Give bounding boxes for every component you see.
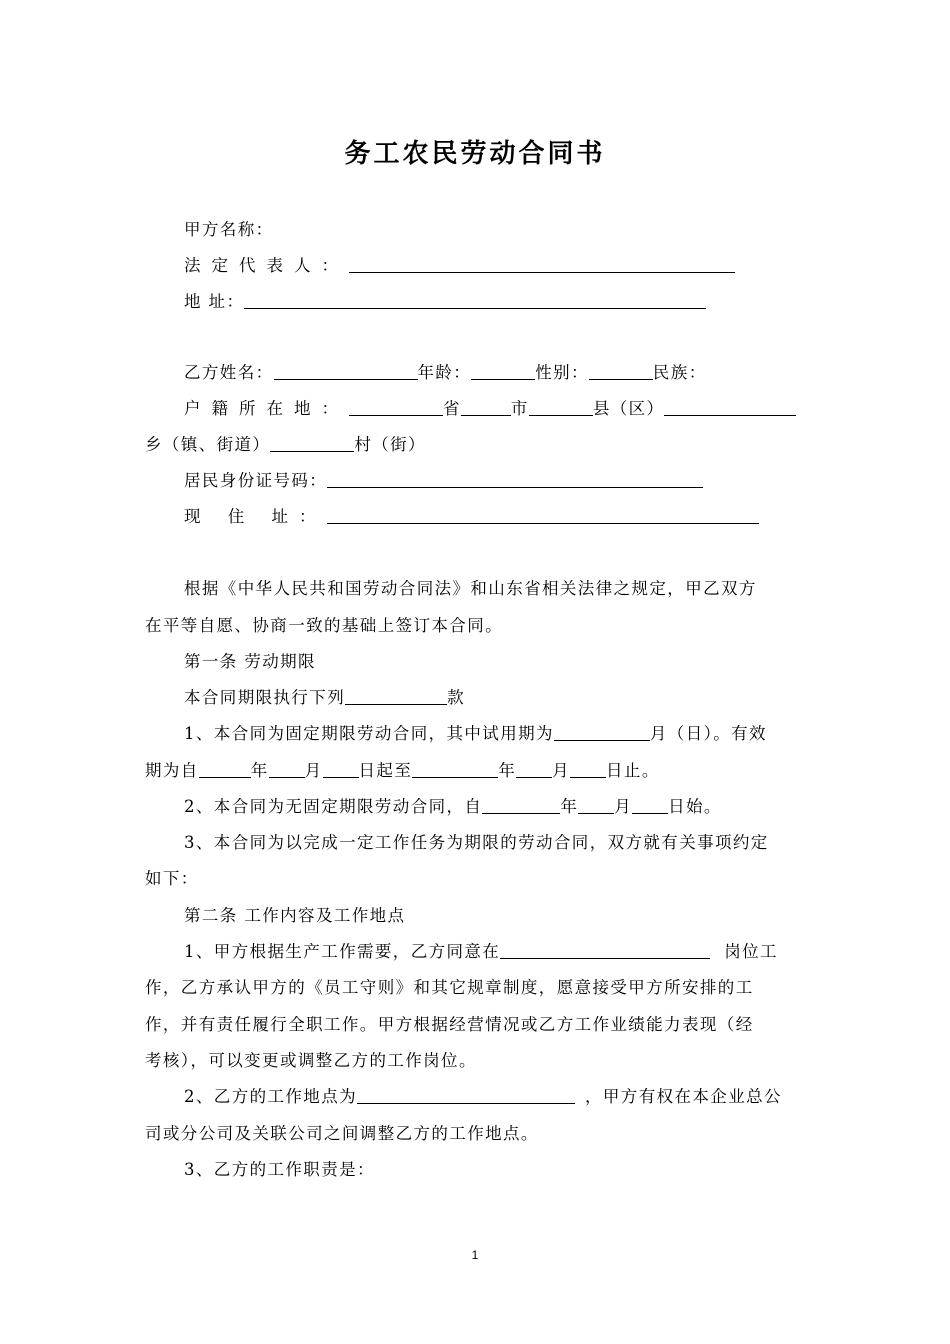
a2-item2-text: 2、乙方的工作地点为 xyxy=(184,1087,357,1106)
hukou-label: 户籍所在地： xyxy=(184,399,349,418)
article-2-item-1-line-4: 考核），可以变更或调整乙方的工作岗位。 xyxy=(145,1051,477,1070)
party-a-address-blank[interactable] xyxy=(244,290,706,309)
day-from-label: 日起至 xyxy=(358,761,413,780)
article-1-item-1 xyxy=(184,722,767,746)
party-b-name-blank[interactable] xyxy=(274,361,418,380)
province-blank[interactable] xyxy=(349,397,443,416)
article-1-item-3-cont: 如下： xyxy=(145,869,199,888)
legal-rep-label: 法定代表人： xyxy=(184,256,349,275)
start-day-blank[interactable] xyxy=(323,759,359,778)
start-month-blank[interactable] xyxy=(269,759,305,778)
province-label: 省 xyxy=(443,399,461,418)
village-blank[interactable] xyxy=(270,433,354,452)
city-label: 市 xyxy=(510,399,529,418)
year-label: 年 xyxy=(498,761,517,780)
intro-line-1: 根据《中华人民共和国劳动合同法》和山东省相关法律之规定，甲乙双方 xyxy=(184,579,757,598)
township-label: 乡（镇、街道） xyxy=(145,435,271,454)
party-a-rep-line xyxy=(184,254,735,278)
party-a-name-line xyxy=(184,218,274,242)
open-start-day-blank[interactable] xyxy=(632,795,668,814)
a2-item2-suffix: ，甲方有权在本企业总公 xyxy=(585,1087,782,1106)
month-label: 月 xyxy=(304,761,323,780)
article-1-item-3: 3、本合同为以完成一定工作任务为期限的劳动合同，双方就有关事项约定 xyxy=(184,833,769,852)
township-blank[interactable] xyxy=(664,397,796,416)
county-label: 县（区） xyxy=(592,399,665,418)
year-label: 年 xyxy=(560,797,579,816)
age-blank[interactable] xyxy=(471,361,535,380)
gender-blank[interactable] xyxy=(589,361,653,380)
party-a-address-line xyxy=(184,290,706,314)
position-blank[interactable] xyxy=(500,940,710,959)
open-start-month-blank[interactable] xyxy=(578,795,614,814)
start-year-blank[interactable] xyxy=(199,759,251,778)
id-number-label: 居民身份证号码： xyxy=(184,471,328,490)
document-title: 务工农民劳动合同书 xyxy=(344,139,606,169)
probation-blank[interactable] xyxy=(554,722,650,741)
exec-text: 本合同期限执行下列 xyxy=(184,688,346,707)
article-2-item-2 xyxy=(184,1085,782,1109)
article-2-heading: 第二条 工作内容及工作地点 xyxy=(184,906,406,925)
legal-rep-blank[interactable] xyxy=(349,254,735,273)
township-line xyxy=(145,433,426,457)
current-address-label: 现 住 址： xyxy=(184,507,327,526)
intro-line-2: 在平等自愿、协商一致的基础上签订本合同。 xyxy=(145,616,503,635)
hukou-line xyxy=(184,397,796,421)
gender-label: 性别： xyxy=(535,363,589,382)
article-1-item-1-cont xyxy=(145,759,660,783)
current-address-blank[interactable] xyxy=(327,505,759,524)
year-label: 年 xyxy=(250,761,269,780)
end-month-blank[interactable] xyxy=(516,759,552,778)
party-b-basic-line xyxy=(184,361,707,385)
period-from-text: 期为自 xyxy=(145,761,199,780)
article-1-item-2 xyxy=(184,795,722,819)
village-label: 村（街） xyxy=(354,435,426,454)
age-label: 年龄： xyxy=(417,363,472,382)
article-2-item-1-line-3: 作，并有责任履行全职工作。甲方根据经营情况或乙方工作业绩能力表现（经 xyxy=(145,1015,754,1034)
county-blank[interactable] xyxy=(529,397,593,416)
end-day-blank[interactable] xyxy=(570,759,606,778)
page-number: 1 xyxy=(471,1248,479,1262)
article-2-item-1-line-2: 作，乙方承认甲方的《员工守则》和其它规章制度，愿意接受甲方所安排的工 xyxy=(145,978,754,997)
ethnic-label: 民族： xyxy=(652,363,707,382)
article-2-item-1 xyxy=(184,940,778,964)
day-end-label: 日止。 xyxy=(606,761,660,780)
day-start-label: 日始。 xyxy=(668,797,722,816)
article-2-item-2-cont: 司或分公司及关联公司之间调整乙方的工作地点。 xyxy=(145,1124,539,1143)
article-1-heading: 第一条 劳动期限 xyxy=(184,652,316,671)
exec-clause-blank[interactable] xyxy=(345,686,447,705)
exec-suffix: 款 xyxy=(447,688,466,707)
party-a-name-label: 甲方名称： xyxy=(184,220,274,239)
month-label: 月 xyxy=(552,761,571,780)
a2-item1-suffix: 岗位工 xyxy=(724,942,778,961)
article-1-exec-line xyxy=(184,686,465,710)
city-blank[interactable] xyxy=(461,397,511,416)
item2-text: 2、本合同为无固定期限劳动合同，自 xyxy=(184,797,483,816)
party-b-name-label: 乙方姓名： xyxy=(184,363,274,382)
end-year-blank[interactable] xyxy=(412,759,498,778)
item1-suffix: 月（日）。有效 xyxy=(649,724,767,743)
month-label: 月 xyxy=(614,797,633,816)
a2-item1-text: 1、甲方根据生产工作需要，乙方同意在 xyxy=(184,942,501,961)
article-2-item-3: 3、乙方的工作职责是： xyxy=(184,1160,375,1179)
work-location-blank[interactable] xyxy=(357,1085,575,1104)
id-number-blank[interactable] xyxy=(327,469,703,488)
current-address-line xyxy=(184,505,759,529)
open-start-year-blank[interactable] xyxy=(482,795,560,814)
id-number-line xyxy=(184,469,703,493)
item1-text: 1、本合同为固定期限劳动合同，其中试用期为 xyxy=(184,724,554,743)
party-a-address-label: 地 址： xyxy=(184,292,245,311)
